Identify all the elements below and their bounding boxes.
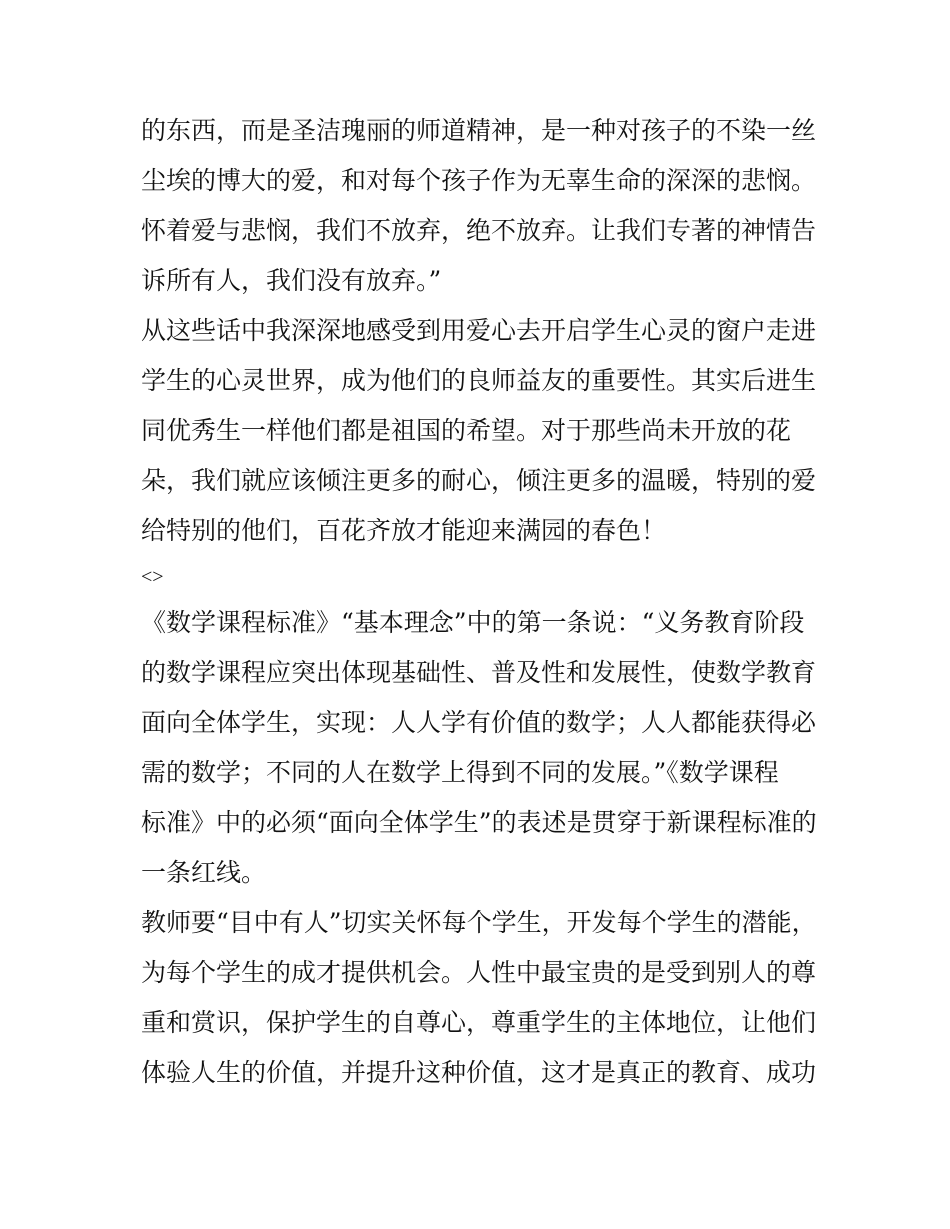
text-line: 学生的心灵世界，成为他们的良师益友的重要性。其实后进生: [141, 366, 817, 395]
document-body: [141, 106, 821, 1098]
text-line: 的东西，而是圣洁瑰丽的师道精神，是一种对孩子的不染一丝: [141, 116, 817, 145]
text-line: 从这些话中我深深地感受到用爱心去开启学生心灵的窗户走进: [141, 316, 817, 345]
text-line: 体验人生的价值，并提升这种价值，这才是真正的教育、成功: [141, 1058, 817, 1087]
text-line: 教师要“目中有人”切实关怀每个学生，开发每个学生的潜能，: [141, 908, 817, 937]
text-line: 尘埃的博大的爱，和对每个孩子作为无辜生命的深深的悲悯。: [141, 166, 817, 195]
text-line: 标准》中的必须“面向全体学生”的表述是贯穿于新课程标准的: [141, 808, 817, 837]
text-line: 朵，我们就应该倾注更多的耐心，倾注更多的温暖，特别的爱: [141, 466, 817, 495]
text-line: 同优秀生一样他们都是祖国的希望。对于那些尚未开放的花: [141, 416, 792, 445]
text-line: 一条红线。: [141, 858, 267, 887]
text-line: 诉所有人，我们没有放弃。”: [141, 266, 442, 295]
text-line: 面向全体学生，实现：人人学有价值的数学；人人都能获得必: [141, 708, 817, 737]
text-line: 为每个学生的成才提供机会。人性中最宝贵的是受到别人的尊: [141, 958, 817, 987]
text-line: 给特别的他们，百花齐放才能迎来满园的春色！: [141, 516, 667, 545]
section-marker: <>: [141, 566, 164, 588]
text-line: 的数学课程应突出体现基础性、普及性和发展性，使数学教育: [141, 658, 817, 687]
text-line: 重和赏识，保护学生的自尊心，尊重学生的主体地位，让他们: [141, 1008, 817, 1037]
text-line: 《数学课程标准》“基本理念”中的第一条说：“义务教育阶段: [141, 608, 805, 637]
text-line: 需的数学；不同的人在数学上得到不同的发展。”《数学课程: [141, 758, 779, 787]
text-line: 怀着爱与悲悯，我们不放弃，绝不放弃。让我们专著的神情告: [141, 216, 817, 245]
